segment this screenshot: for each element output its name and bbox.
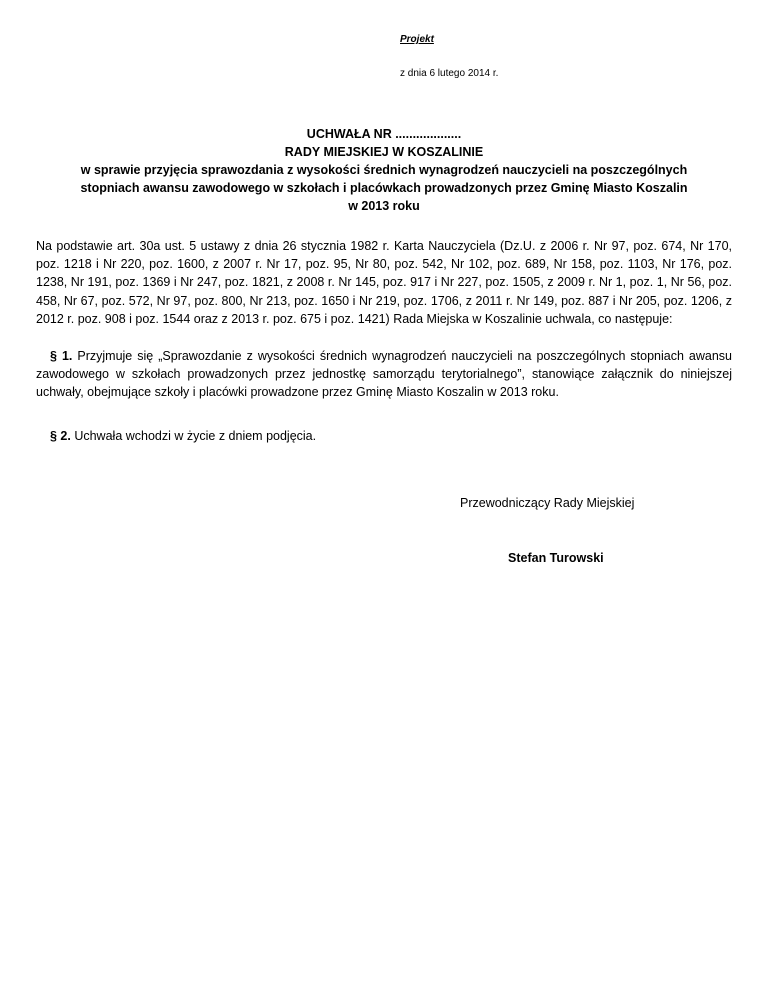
- draft-label: Projekt: [400, 34, 434, 45]
- title-line-subject-2: stopniach awansu zawodowego w szkołach i placówkach prowadzonych przez Gminę Miasto Koszalin: [80, 181, 688, 195]
- paragraph-2-text: Uchwała wchodzi w życie z dniem podjęcia.: [70, 429, 317, 443]
- paragraph-1: [36, 347, 732, 402]
- paragraph-1-number: § 1.: [50, 349, 73, 363]
- resolution-title: [30, 125, 738, 215]
- title-line-subject-1: w sprawie przyjęcia sprawozdania z wysokości średnich wynagrodzeń nauczycieli na poszczególnych: [80, 163, 688, 177]
- paragraph-2-number: § 2.: [50, 429, 71, 443]
- document-date: z dnia 6 lutego 2014 r.: [400, 68, 499, 79]
- paragraph-1-text: Przyjmuje się „Sprawozdanie z wysokości średnich wynagrodzeń nauczycieli na poszczególnych stopniach awansu zawodowego w szkołach prowadzonych przez jednostkę samorządu terytorialnego”, stanowiące załącznik do niniejszej uchwały, obejmujące szkoły i placówki prowadzone przez Gminę Miasto Koszalin w 2013 roku.: [36, 349, 732, 400]
- title-line-number: UCHWAŁA NR ...................: [306, 127, 462, 141]
- legal-basis-preamble: Na podstawie art. 30a ust. 5 ustawy z dnia 26 stycznia 1982 r. Karta Nauczyciela (Dz.U. z 2006 r. Nr 97, poz. 674, Nr 170, poz. 1218 i Nr 220, poz. 1600, z 2007 r. Nr 17, poz. 95, Nr 80, poz. 542, Nr 102, poz. 689, Nr 158, poz. 1103, Nr 176, poz. 1238, Nr 191, poz. 1369 i Nr 247, poz. 1821, z 2008 r. Nr 145, poz. 917 i Nr 227, poz. 1505, z 2009 r. Nr 1, poz. 1, Nr 56, poz. 458, Nr 67, poz. 572, Nr 97, poz. 800, Nr 213, poz. 1650 i Nr 219, poz. 1706, z 2011 r. Nr 149, poz. 887 i Nr 205, poz. 1206, z 2012 r. poz. 908 i poz. 1544 oraz z 2013 r. poz. 675 i poz. 1421) Rada Miejska w Koszalinie uchwala, co następuje:: [36, 239, 732, 326]
- title-line-council: RADY MIEJSKIEJ W KOSZALINIE: [284, 145, 484, 159]
- title-line-subject-3: w 2013 roku: [348, 199, 420, 213]
- signatory-name: Stefan Turowski: [508, 551, 604, 565]
- signatory-position: Przewodniczący Rady Miejskiej: [460, 496, 635, 510]
- paragraph-2: [36, 427, 732, 445]
